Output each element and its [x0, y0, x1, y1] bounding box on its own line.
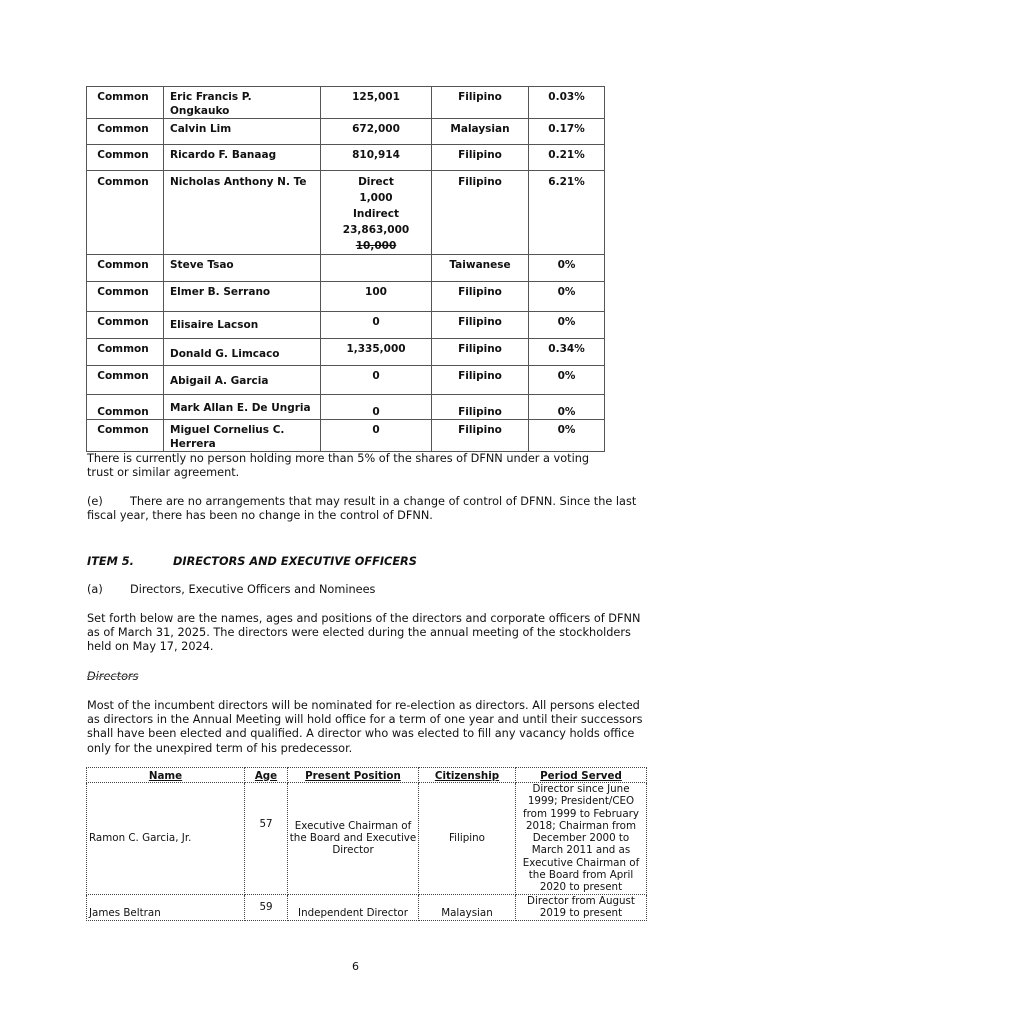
paragraph-e: [87, 495, 647, 523]
director-age: 57: [245, 783, 288, 895]
shares-direct-value: 1,000: [359, 192, 393, 204]
table-row: [87, 145, 605, 171]
name-cell: Elisaire Lacson: [164, 312, 321, 339]
director-age: 59: [245, 894, 288, 920]
director-name: Ramon C. Garcia, Jr.: [87, 783, 245, 895]
citizenship-cell: Taiwanese: [432, 255, 529, 282]
header-period: Period Served: [516, 768, 647, 783]
class-cell: Common: [87, 255, 164, 282]
percent-cell: 0.21%: [529, 145, 605, 171]
directors-table: [86, 767, 647, 921]
directors-header-row: [87, 768, 647, 783]
shares-indirect-value: 23,863,000: [342, 224, 410, 236]
director-position: Executive Chairman of the Board and Executive Director: [288, 783, 419, 895]
percent-cell: 0.03%: [529, 87, 605, 119]
name-cell: Donald G. Limcaco: [164, 339, 321, 366]
paragraph-e-label: (e): [87, 495, 103, 508]
table-row: [87, 312, 605, 339]
table-row: [87, 894, 647, 920]
shares-cell: [321, 171, 432, 255]
director-position: Independent Director: [288, 894, 419, 920]
class-cell: Common: [87, 119, 164, 145]
header-citizenship: Citizenship: [419, 768, 516, 783]
percent-cell: 0%: [529, 255, 605, 282]
class-cell: Common: [87, 366, 164, 395]
header-age: Age: [245, 768, 288, 783]
class-cell: Common: [87, 282, 164, 312]
directors-subheading: Directors: [87, 670, 139, 683]
header-position: Present Position: [288, 768, 419, 783]
table-row: [87, 395, 605, 420]
percent-cell: 0%: [529, 395, 605, 420]
percent-cell: 0.34%: [529, 339, 605, 366]
name-cell: Calvin Lim: [164, 119, 321, 145]
director-period: Director since June 1999; President/CEO from 1999 to February 2018; Chairman from December 2000 to March 2011 and as Executive Chairman of the Board from April 2020 to present: [516, 783, 647, 895]
citizenship-cell: Filipino: [432, 366, 529, 395]
director-period: Director from August 2019 to present: [516, 894, 647, 920]
shares-struck-value: 10,000: [355, 240, 397, 252]
item5-heading: [87, 555, 417, 569]
table-row: [87, 282, 605, 312]
page-number: 6: [352, 960, 359, 973]
name-cell: Eric Francis P. Ongkauko: [164, 87, 321, 119]
paragraph-a-text: Directors, Executive Officers and Nominees: [130, 583, 376, 596]
shares-cell: [321, 255, 432, 282]
ownership-table: [86, 86, 605, 452]
shares-cell: 0: [321, 395, 432, 420]
class-cell: Common: [87, 420, 164, 452]
voting-trust-paragraph: There is currently no person holding more than 5% of the shares of DFNN under a voting trust or similar agreement.: [87, 452, 590, 480]
table-row: [87, 339, 605, 366]
header-name: Name: [87, 768, 245, 783]
percent-cell: 0%: [529, 366, 605, 395]
item5-label: ITEM 5.: [87, 555, 134, 568]
paragraph-e-text: There are no arrangements that may result in a change of control of DFNN. Since the last fiscal year, there has been no change in the control of DFNN.: [87, 495, 637, 523]
paragraph-a-label: (a): [87, 583, 103, 596]
shares-cell: 125,001: [321, 87, 432, 119]
citizenship-cell: Filipino: [432, 339, 529, 366]
director-citizenship: Malaysian: [419, 894, 516, 920]
citizenship-cell: Filipino: [432, 395, 529, 420]
citizenship-cell: Filipino: [432, 282, 529, 312]
shares-cell: 0: [321, 312, 432, 339]
shares-cell: 672,000: [321, 119, 432, 145]
percent-cell: 0%: [529, 282, 605, 312]
citizenship-cell: Filipino: [432, 145, 529, 171]
percent-cell: 0%: [529, 420, 605, 452]
percent-cell: 0%: [529, 312, 605, 339]
table-row: [87, 119, 605, 145]
class-cell: Common: [87, 171, 164, 255]
shares-direct-label: Direct: [358, 176, 394, 188]
shares-cell: 1,335,000: [321, 339, 432, 366]
table-row: [87, 783, 647, 895]
citizenship-cell: Malaysian: [432, 119, 529, 145]
name-cell: Nicholas Anthony N. Te: [164, 171, 321, 255]
table-row: [87, 366, 605, 395]
name-cell: Elmer B. Serrano: [164, 282, 321, 312]
citizenship-cell: Filipino: [432, 312, 529, 339]
percent-cell: 6.21%: [529, 171, 605, 255]
item5-title: DIRECTORS AND EXECUTIVE OFFICERS: [173, 555, 417, 568]
class-cell: Common: [87, 145, 164, 171]
name-cell: Steve Tsao: [164, 255, 321, 282]
shares-cell: 0: [321, 420, 432, 452]
percent-cell: 0.17%: [529, 119, 605, 145]
director-citizenship: Filipino: [419, 783, 516, 895]
name-cell: Miguel Cornelius C. Herrera: [164, 420, 321, 452]
incumbent-directors-paragraph: Most of the incumbent directors will be nominated for re-election as directors. All persons elected as directors in the Annual Meeting will hold office for a term of one year and until their successors shall have been elected and qualified. A director who was elected to fill any vacancy holds office only for the unexpired term of his predecessor.: [87, 699, 643, 755]
table-row: [87, 87, 605, 119]
shares-cell: 0: [321, 366, 432, 395]
table-row: [87, 255, 605, 282]
citizenship-cell: Filipino: [432, 420, 529, 452]
name-cell: Mark Allan E. De Ungria: [164, 395, 321, 420]
paragraph-a: [87, 583, 375, 597]
class-cell: Common: [87, 339, 164, 366]
citizenship-cell: Filipino: [432, 87, 529, 119]
name-cell: Ricardo F. Banaag: [164, 145, 321, 171]
set-forth-paragraph: Set forth below are the names, ages and positions of the directors and corporate officers of DFNN as of March 31, 2025. The directors were elected during the annual meeting of the stockholders held on May 17, 2024.: [87, 612, 641, 654]
shares-indirect-label: Indirect: [352, 208, 400, 220]
shares-cell: 810,914: [321, 145, 432, 171]
table-row: [87, 420, 605, 452]
class-cell: Common: [87, 395, 164, 420]
shares-cell: 100: [321, 282, 432, 312]
class-cell: Common: [87, 87, 164, 119]
name-cell: Abigail A. Garcia: [164, 366, 321, 395]
table-row: [87, 171, 605, 255]
class-cell: Common: [87, 312, 164, 339]
citizenship-cell: Filipino: [432, 171, 529, 255]
director-name: James Beltran: [87, 894, 245, 920]
